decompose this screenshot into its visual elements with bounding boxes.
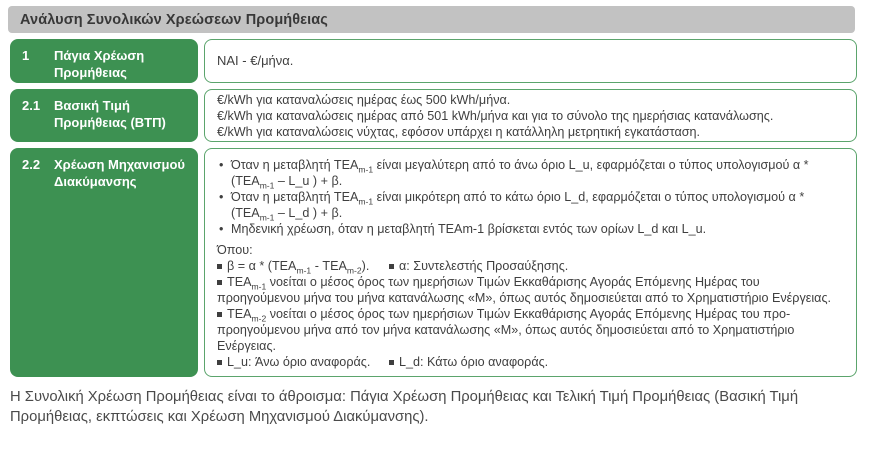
table-row-fixed-charge <box>10 39 857 83</box>
table-row-fluctuation-mechanism <box>10 148 857 377</box>
total-charge-summary-note: Η Συνολική Χρέωση Προμήθειας είναι το άθροισμα: Πάγια Χρέωση Προμήθειας και Τελική Τιμή Προμήθειας (Βασική Τιμή Προμήθειας, εκπτώσεις και Χρέωση Μηχανισμού Διακύμανσης). <box>10 389 799 425</box>
alpha-definition: α: Συντελεστής Προσαύξησης. <box>389 258 844 274</box>
row-number: 2.2 <box>22 157 41 172</box>
row-label-text: Πάγια Χρέωση Προμήθειας <box>54 48 145 80</box>
row-number: 2.1 <box>22 98 41 113</box>
row-label-base-price <box>10 89 198 142</box>
page-title: Ανάλυση Συνολικών Χρεώσεων Προμήθειας <box>20 11 328 28</box>
base-price-line-night: €/kWh για καταναλώσεις νύχτας, εφόσον υπάρχει η κατάλληλη μετρητική εγκατάσταση. <box>217 124 701 139</box>
row-label-fluctuation-mechanism <box>10 148 198 377</box>
where-label: Όπου: <box>217 243 253 257</box>
row-label-text: Χρέωση Μηχανισμού Διακύμανσης <box>54 157 185 189</box>
row-content-fixed-charge <box>204 39 857 83</box>
upper-limit-definition: L_u: Άνω όριο αναφοράς. <box>217 354 389 370</box>
rule-below-lower-limit: • Όταν η μεταβλητή $TEA_{m-1}$ είναι μικρότερη από το κάτω όριο L_d, εφαρμόζεται ο τύπος υπολογισμού α * ($TEA_{m-1}$ – L_d ) + β. <box>217 189 844 221</box>
fixed-charge-value: ΝΑΙ - €/μήνα. <box>217 53 294 68</box>
tea-m2-definition: $TEA_{m-2}$ νοείται ο μέσος όρος των ημερήσιων Τιμών Εκκαθάρισης Αγοράς Επόμενης Ημέρας του προ-προηγούμενου μήνα από τον μήνα κατανάλωσης «Μ», όπως αυτός δημοσιεύεται από το Χρηματιστήριο Ενέργειας. <box>217 306 844 354</box>
table-title-bar <box>8 6 855 33</box>
row-content-base-price <box>204 89 857 142</box>
base-price-line-day-over: €/kWh για καταναλώσεις ημέρας από 501 kWh/μήνα και για το σύνολο της ημερήσιας κατανάλωσης. <box>217 108 774 123</box>
beta-definition: $\beta = \alpha * (TEA_{m-1} - TEA_{m-2})$. <box>217 258 389 274</box>
row-content-fluctuation-mechanism <box>204 148 857 377</box>
rule-above-upper-limit: • Όταν η μεταβλητή $TEA_{m-1}$ είναι μεγαλύτερη από το άνω όριο L_u, εφαρμόζεται ο τύπος υπολογισμού α * ($TEA_{m-1}$ – L_u ) + β. <box>217 157 844 189</box>
fluctuation-rules-list <box>217 157 844 237</box>
table-row-base-price <box>10 89 857 142</box>
row-label-text: Βασική Τιμή Προμήθειας (ΒΤΠ) <box>54 98 166 130</box>
row-label-fixed-charge <box>10 39 198 83</box>
lower-limit-definition: L_d: Κάτω όριο αναφοράς. <box>389 354 844 370</box>
rule-zero-charge: • Μηδενική χρέωση, όταν η μεταβλητή ΤΕΑm-1 βρίσκεται εντός των ορίων L_d και L_u. <box>217 221 844 237</box>
base-price-line-day-upto: €/kWh για καταναλώσεις ημέρας έως 500 kWh/μήνα. <box>217 92 511 107</box>
tea-m1-definition: $TEA_{m-1}$ νοείται ο μέσος όρος των ημερήσιων Τιμών Εκκαθάρισης Αγοράς Επόμενης Ημέρας του προηγούμενου μήνα του μήνα κατανάλωσης «Μ», όπως αυτός δημοσιεύεται από το Χρηματιστήριο Ενέργειας. <box>217 274 844 306</box>
where-limits-row <box>217 354 844 370</box>
where-beta-alpha-row <box>217 258 844 274</box>
row-number: 1 <box>22 48 30 63</box>
